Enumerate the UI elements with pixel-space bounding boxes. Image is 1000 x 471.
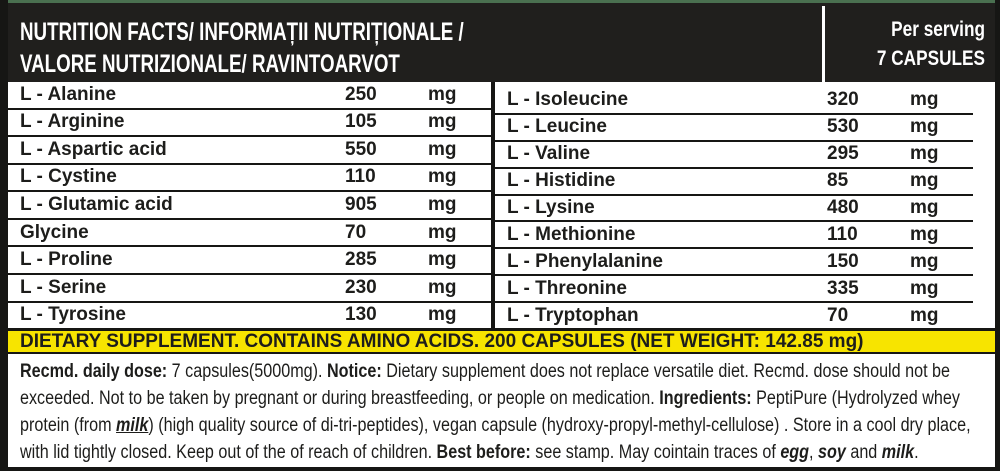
- amino-name: L - Valine: [507, 143, 591, 165]
- table-row: [8, 275, 491, 303]
- amino-name: L - Leucine: [507, 116, 607, 138]
- amino-unit: mg: [910, 304, 939, 326]
- per-serving-value: 7 CAPSULES: [876, 47, 985, 70]
- footer-text-segment: see stamp. May cointain traces of: [530, 442, 781, 463]
- table-row: [495, 115, 973, 142]
- amino-name: L - Methionine: [507, 223, 636, 245]
- footer-text-segment: milk: [116, 415, 149, 436]
- amino-value: 905: [345, 194, 377, 216]
- amino-unit: mg: [910, 170, 939, 192]
- footer-text-segment: Ingredients:: [659, 388, 752, 409]
- header: [0, 3, 1000, 82]
- amino-value: 335: [827, 277, 859, 299]
- amino-unit: mg: [428, 111, 457, 133]
- amino-value: 85: [827, 170, 849, 192]
- amino-unit: mg: [910, 250, 939, 272]
- table-row: [8, 110, 491, 138]
- footer-text-segment: egg: [780, 442, 810, 463]
- table-row: [8, 165, 491, 193]
- amino-unit: mg: [428, 138, 457, 160]
- amino-value: 320: [827, 89, 859, 111]
- amino-value: 110: [345, 166, 376, 188]
- table-row: [495, 249, 973, 276]
- amino-value: 550: [345, 138, 377, 160]
- footer-text-segment: Best before:: [436, 442, 531, 463]
- table-row: [495, 276, 973, 303]
- amino-name: L - Tyrosine: [20, 304, 126, 326]
- amino-name: L - Cystine: [20, 166, 117, 188]
- title-line-1: NUTRITION FACTS/ INFORMAȚII NUTRIȚIONALE /: [20, 18, 464, 46]
- amino-name: L - Proline: [20, 249, 113, 271]
- amino-value: 130: [345, 304, 377, 326]
- footer-text-segment: soy: [818, 442, 846, 463]
- amino-column-right: [495, 82, 973, 328]
- table-row: [8, 82, 491, 110]
- amino-unit: mg: [428, 276, 457, 298]
- footer-text-segment: milk: [881, 442, 915, 463]
- table-row: [8, 303, 491, 329]
- amino-unit: mg: [910, 143, 939, 165]
- amino-value: 285: [345, 249, 377, 271]
- amino-name: L - Arginine: [20, 111, 125, 133]
- table-row: [495, 303, 973, 328]
- amino-unit: mg: [428, 221, 457, 243]
- footer-text-segment: PeptiPure (Hydrolyzed whey protein (from: [20, 388, 965, 436]
- footer-text-segment: Recmd. daily dose:: [20, 361, 168, 382]
- table-row: [495, 88, 973, 115]
- amino-value: 70: [827, 304, 849, 326]
- amino-unit: mg: [910, 223, 939, 245]
- table-row: [495, 222, 973, 249]
- footer-text-segment: Dietary supplement does not replace versatile diet. Recmd. dose should not be exceeded. Not to be taken by pregnant or during breastfeeding, or people on medication.: [20, 361, 955, 409]
- amino-value: 110: [827, 223, 858, 245]
- amino-unit: mg: [428, 83, 457, 105]
- amino-value: 480: [827, 197, 859, 218]
- amino-value: 230: [345, 276, 377, 298]
- amino-value: 530: [827, 116, 859, 138]
- table-row: [495, 142, 973, 169]
- amino-column-left: [8, 82, 491, 328]
- footer-text-segment: .: [914, 442, 919, 463]
- amino-unit: mg: [910, 197, 939, 218]
- footer-text-segment: 7 capsules(5000mg).: [167, 361, 327, 382]
- footer-text: [20, 358, 981, 466]
- amino-name: L - Tryptophan: [507, 304, 639, 326]
- amino-unit: mg: [428, 194, 457, 216]
- amino-value: 250: [345, 83, 377, 105]
- amino-name: Glycine: [20, 221, 89, 243]
- amino-value: 105: [345, 111, 377, 133]
- header-title: [0, 3, 822, 82]
- table-row: [8, 220, 491, 248]
- table-row: [8, 137, 491, 165]
- amino-name: L - Lysine: [507, 197, 595, 218]
- table-row: [8, 247, 491, 275]
- amino-name: L - Threonine: [507, 277, 627, 299]
- amino-value: 70: [345, 221, 367, 243]
- title-line-2: VALORE NUTRIZIONALE/ RAVINTOARVOT: [20, 50, 400, 78]
- footer: [8, 354, 995, 467]
- amino-name: L - Alanine: [20, 83, 117, 105]
- footer-text-segment: Notice:: [326, 361, 382, 382]
- amino-unit: mg: [428, 249, 457, 271]
- amino-name: L - Aspartic acid: [20, 138, 167, 160]
- amino-name: L - Serine: [20, 276, 107, 298]
- amino-unit: mg: [910, 89, 939, 111]
- table-row: [495, 196, 973, 223]
- amino-unit: mg: [910, 277, 939, 299]
- amino-unit: mg: [910, 116, 939, 138]
- amino-name: L - Isoleucine: [507, 89, 629, 111]
- amino-name: L - Histidine: [507, 170, 616, 192]
- amino-value: 150: [827, 250, 859, 272]
- table-row: [495, 169, 973, 196]
- supplement-banner: DIETARY SUPPLEMENT. CONTAINS AMINO ACIDS. 200 CAPSULES (NET WEIGHT: 142.85 mg): [8, 328, 995, 354]
- amino-unit: mg: [428, 166, 457, 188]
- amino-name: L - Phenylalanine: [507, 250, 663, 272]
- amino-name: L - Glutamic acid: [20, 194, 173, 216]
- per-serving-block: [825, 3, 1000, 82]
- amino-table: [8, 82, 995, 328]
- footer-text-segment: and: [845, 442, 882, 463]
- amino-value: 295: [827, 143, 859, 165]
- footer-text-segment: ,: [809, 442, 819, 463]
- table-row: [8, 192, 491, 220]
- per-serving-label: Per serving: [891, 18, 985, 41]
- footer-text-segment: ) (high quality source of di-tri-peptides), vegan capsule (hydroxy-propyl-methyl-cellulose) . Store in a cool dry place, with lid tightly closed. Keep out of the of reach of children.: [20, 415, 976, 463]
- amino-unit: mg: [428, 304, 457, 326]
